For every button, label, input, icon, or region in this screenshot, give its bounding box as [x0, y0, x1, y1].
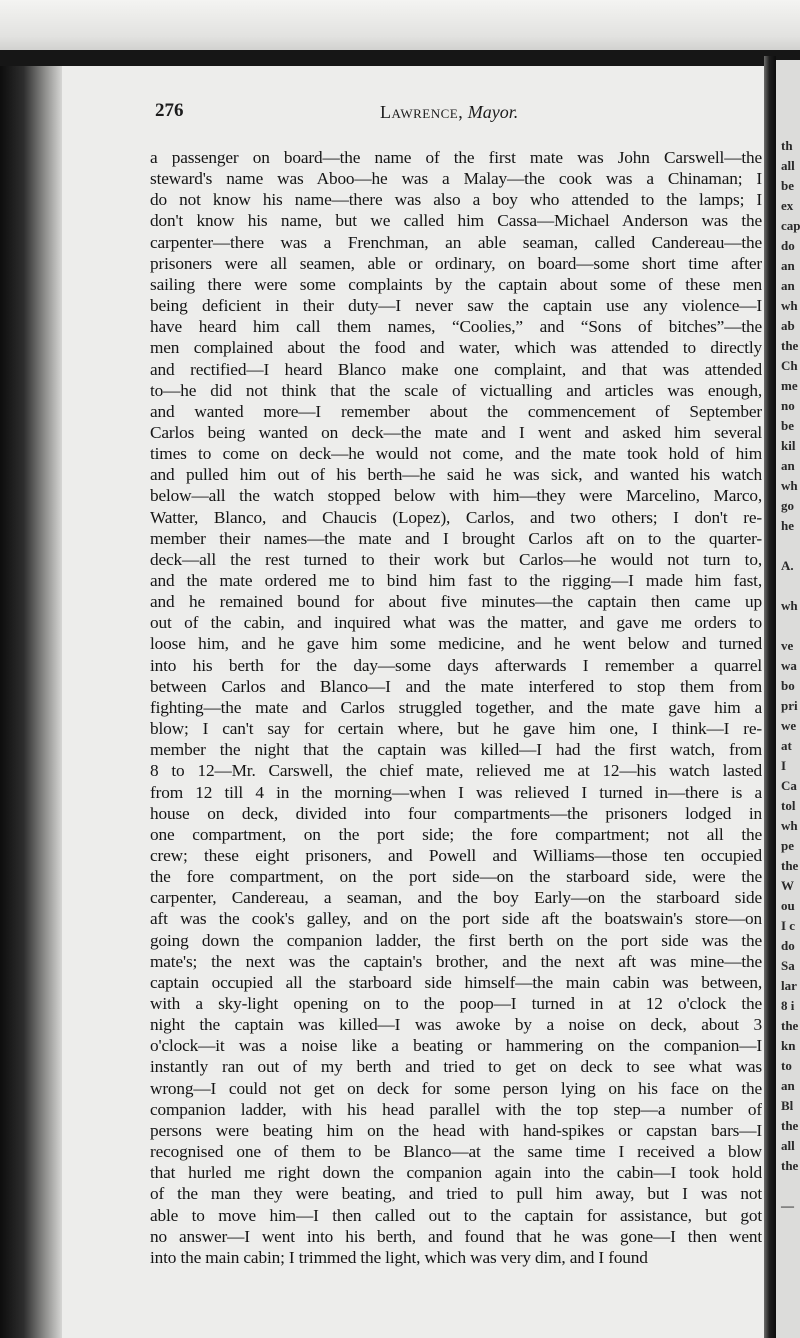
- text-line: prisoners were all seamen, able or ordinary, on board—some short time after: [150, 253, 762, 273]
- facing-page-fragment: pe: [781, 838, 794, 853]
- text-line: crew; these eight prisoners, and Powell and Williams—those ten occupied: [150, 845, 762, 865]
- text-line: don't know his name, but we called him Cassa—Michael Anderson was the: [150, 211, 762, 231]
- text-line: instantly ran out of my berth and tried to get on deck to see what was: [150, 1057, 762, 1077]
- text-line: times to come on deck—he would not come, and the mate took hold of him: [150, 444, 762, 464]
- text-line: carpenter—there was a Frenchman, an able seaman, called Candereau—the: [150, 232, 762, 252]
- left-page-edge: [0, 66, 62, 1338]
- facing-page-fragment: wh: [781, 818, 798, 833]
- facing-page-fragment: the: [781, 858, 799, 873]
- facing-page-fragment: —: [781, 1198, 794, 1213]
- text-line: deck—all the rest turned to their work but Carlos—he would not turn to,: [150, 549, 762, 569]
- facing-page-fragment: at: [781, 738, 792, 753]
- text-line: into his berth for the day—some days afterwards I remember a quarrel: [150, 655, 762, 675]
- text-line: loose him, and he gave him some medicine, and he went below and turned: [150, 634, 762, 654]
- facing-page-fragment: an: [781, 258, 795, 273]
- text-line: from 12 till 4 in the morning—when I was relieved I turned in—there is a: [150, 782, 762, 802]
- facing-page-fragment: lar: [781, 978, 797, 993]
- text-line: out of the cabin, and inquired what was the matter, and gave me orders to: [150, 613, 762, 633]
- facing-page-fragment: an: [781, 278, 795, 293]
- facing-page-fragment: an: [781, 458, 795, 473]
- facing-page-fragment: cap: [781, 218, 800, 233]
- text-line: no answer—I went into his berth, and found that he was gone—I then went: [150, 1226, 762, 1246]
- text-line: men complained about the food and water, which was attended to directly: [150, 338, 762, 358]
- text-line: able to move him—I then called out to the captain for assistance, but got: [150, 1205, 762, 1225]
- facing-page-fragment: A.: [781, 558, 794, 573]
- facing-page-fragment: ve: [781, 638, 794, 653]
- text-line: persons were beating him on the head with hand-spikes or capstan bars—I: [150, 1120, 762, 1140]
- facing-page-fragment: me: [781, 378, 798, 393]
- running-head-title: Mayor.: [467, 102, 519, 122]
- text-line: wrong—I could not get on deck for some person lying on his face on the: [150, 1078, 762, 1098]
- text-line: member their names—the mate and I brought Carlos aft on to the quarter-: [150, 528, 762, 548]
- facing-page-fragment: ab: [781, 318, 795, 333]
- text-line: and pulled him out of his berth—he said he was sick, and wanted his watch: [150, 465, 762, 485]
- text-line: to—he did not think that the scale of victualling and articles was enough,: [150, 380, 762, 400]
- facing-page-fragment: go: [781, 498, 794, 513]
- facing-page-fragment: Sa: [781, 958, 795, 973]
- text-line: do not know his name—there was also a boy who attended to the lamps; I: [150, 190, 762, 210]
- text-line: one compartment, on the port side; the fore compartment; not all the: [150, 824, 762, 844]
- facing-page-fragment: the: [781, 1158, 799, 1173]
- text-line: captain occupied all the starboard side himself—the main cabin was between,: [150, 972, 762, 992]
- facing-page-fragment: I c: [781, 918, 796, 933]
- text-line: the fore compartment, on the port side—on the starboard side, were the: [150, 867, 762, 887]
- facing-page-fragment: wh: [781, 598, 798, 613]
- facing-page-fragment: ou: [781, 898, 795, 913]
- text-line: Watter, Blanco, and Chaucis (Lopez), Carlos, and two others; I don't re-: [150, 507, 762, 527]
- facing-page-fragment: the: [781, 1018, 799, 1033]
- facing-page-fragment: be: [781, 418, 794, 433]
- text-line: member the night that the captain was killed—I had the first watch, from: [150, 740, 762, 760]
- facing-page-fragment: be: [781, 178, 794, 193]
- running-head: [380, 102, 518, 123]
- text-line: into the main cabin; I trimmed the light, which was very dim, and I found: [150, 1247, 648, 1267]
- facing-page-fragment: wh: [781, 478, 798, 493]
- facing-page-edge: [776, 60, 800, 1338]
- facing-page-fragment: he: [781, 518, 794, 533]
- scan-top-margin: [0, 0, 800, 52]
- page-header: [0, 100, 800, 130]
- text-line: aft was the cook's galley, and on the port side aft the boatswain's store—on: [150, 909, 762, 929]
- text-line: have heard him call them names, “Coolies,” and “Sons of bitches”—the: [150, 317, 762, 337]
- text-line: steward's name was Aboo—he was a Malay—the cook was a Chinaman; I: [150, 169, 762, 189]
- text-line: sailing there were some complaints by the captain about some of these men: [150, 274, 762, 294]
- text-line: and he remained bound for about five minutes—the captain then came up: [150, 592, 762, 612]
- facing-page-fragment: we: [781, 718, 797, 733]
- facing-page-fragment: no: [781, 398, 795, 413]
- facing-page-fragment: the: [781, 1118, 799, 1133]
- text-line: mate's; the next was the captain's brother, and the next aft was mine—the: [150, 951, 762, 971]
- text-line: a passenger on board—the name of the first mate was John Carswell—the: [150, 148, 762, 167]
- facing-page-fragment: do: [781, 938, 795, 953]
- text-line: recognised one of them to be Blanco—at the same time I received a blow: [150, 1142, 762, 1162]
- facing-page-fragment: all: [781, 158, 795, 173]
- text-line: that hurled me right down the companion again into the cabin—I took hold: [150, 1163, 762, 1183]
- facing-page-fragment: Bl: [781, 1098, 794, 1113]
- text-line: below—all the watch stopped below with him—they were Marcelino, Marco,: [150, 486, 762, 506]
- text-line: carpenter, Candereau, a seaman, and the boy Early—on the starboard side: [150, 888, 762, 908]
- page-number: 276: [155, 100, 184, 121]
- facing-page-fragment: W: [781, 878, 794, 893]
- text-line: going down the companion ladder, the first berth on the port side was the: [150, 930, 762, 950]
- book-binding-shadow: [0, 50, 800, 66]
- facing-page-fragment: do: [781, 238, 795, 253]
- facing-page-fragment: I: [781, 758, 787, 773]
- facing-page-fragment: 8 i: [781, 998, 795, 1013]
- facing-page-fragment: th: [781, 138, 793, 153]
- text-line: fighting—the mate and Carlos struggled together, and the mate gave him a: [150, 697, 762, 717]
- text-line: 8 to 12—Mr. Carswell, the chief mate, relieved me at 12—his watch lasted: [150, 761, 762, 781]
- facing-page-fragment: wh: [781, 298, 798, 313]
- facing-page-fragment: bo: [781, 678, 795, 693]
- facing-page-fragment: to: [781, 1058, 792, 1073]
- gutter-fold: [764, 56, 776, 1338]
- facing-page-fragment: Ch: [781, 358, 798, 373]
- text-line: blow; I can't say for certain where, but he gave him one, I think—I re-: [150, 719, 762, 739]
- facing-page-fragment: kil: [781, 438, 796, 453]
- facing-page-fragment: Ca: [781, 778, 797, 793]
- text-line: night the captain was killed—I was awoke by a noise on deck, about 3: [150, 1015, 762, 1035]
- facing-page-fragment: pri: [781, 698, 798, 713]
- text-line: and the mate ordered me to bind him fast to the rigging—I made him fast,: [150, 571, 762, 590]
- text-line: of the man they were beating, and tried to pull him away, but I was not: [150, 1184, 762, 1204]
- facing-page-fragment: kn: [781, 1038, 796, 1053]
- text-line: o'clock—it was a noise like a beating or hammering on the companion—I: [150, 1036, 762, 1056]
- text-line: and rectified—I heard Blanco make one complaint, and that was attended: [150, 359, 762, 379]
- text-line: being deficient in their duty—I never saw the captain use any violence—I: [150, 296, 762, 316]
- text-line: with a sky-light opening on to the poop—I turned in at 12 o'clock the: [150, 994, 762, 1013]
- facing-page-fragment: tol: [781, 798, 796, 813]
- text-line: house on deck, divided into four compartments—the prisoners lodged in: [150, 803, 762, 823]
- facing-page-fragment: an: [781, 1078, 795, 1093]
- facing-page-fragment: all: [781, 1138, 795, 1153]
- facing-page-fragment: wa: [781, 658, 797, 673]
- text-line: Carlos being wanted on deck—the mate and I went and asked him several: [150, 422, 762, 442]
- facing-page-fragment: the: [781, 338, 799, 353]
- running-head-name: Lawrence,: [380, 102, 464, 122]
- text-line: and wanted more—I remember about the commencement of September: [150, 401, 762, 421]
- facing-page-fragment: ex: [781, 198, 794, 213]
- text-line: companion ladder, with his head parallel with the top step—a number of: [150, 1099, 762, 1119]
- text-line: between Carlos and Blanco—I and the mate interfered to stop them from: [150, 676, 762, 696]
